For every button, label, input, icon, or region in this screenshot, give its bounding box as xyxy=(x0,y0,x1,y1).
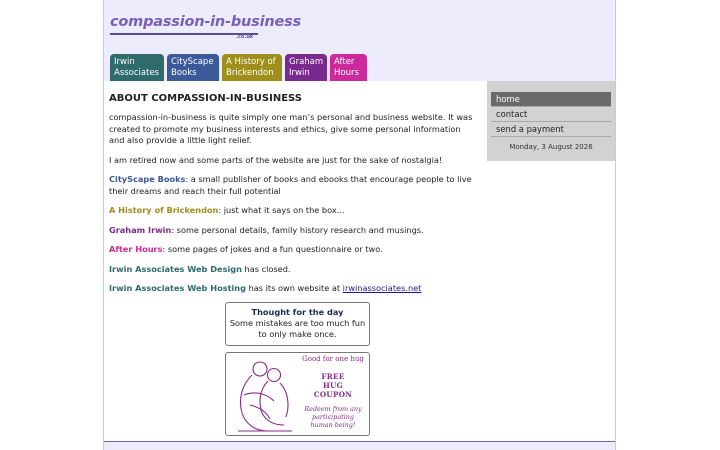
cityscape-link[interactable]: CityScape Books xyxy=(109,174,186,184)
page-container xyxy=(103,0,616,450)
webdesign-paragraph xyxy=(109,264,474,276)
current-date: Monday, 3 August 2026 xyxy=(509,143,593,151)
hugging-figures-icon xyxy=(230,355,300,435)
sidebar-item-send-a-payment[interactable]: send a payment xyxy=(491,122,611,137)
webdesign-link[interactable]: Irwin Associates Web Design xyxy=(109,263,242,274)
logo-domain: .co.uk xyxy=(236,34,254,40)
hug-coupon-image xyxy=(225,352,370,436)
afterhours-text: : some pages of jokes and a fun questionnaire or two. xyxy=(162,244,383,254)
history-paragraph xyxy=(109,205,474,217)
main-content xyxy=(109,93,474,429)
coupon-hug-text: HUG xyxy=(322,381,344,390)
thought-title: Thought for the day xyxy=(251,307,344,317)
cityscape-paragraph xyxy=(109,174,474,197)
tab-cityscape-books[interactable]: CityScape Books xyxy=(167,54,219,81)
cityscape-text: : a small publisher of books and ebooks that encourage people to live their dreams and reach their full potential xyxy=(109,174,472,196)
tab-irwin-associates[interactable]: Irwin Associates xyxy=(110,54,164,81)
intro-paragraph: compassion-in-business is quite simply one man’s personal and business website. It was created to promote my business interests and ethics, give some personal information and also provide a little light relief. xyxy=(109,112,473,145)
tab-history-of-brickendon[interactable]: A History of Brickendon xyxy=(222,54,282,81)
sidebar-item-home[interactable]: home xyxy=(491,92,611,107)
history-link[interactable]: A History of Brickendon xyxy=(109,205,219,215)
retired-paragraph: I am retired now and some parts of the website are just for the sake of nostalgia! xyxy=(109,154,443,165)
graham-text: : some personal details, family history research and musings. xyxy=(171,224,424,235)
site-logo[interactable] xyxy=(110,14,301,40)
tab-after-hours[interactable]: After Hours xyxy=(330,54,367,81)
history-text: : just what it says on the box... xyxy=(218,205,345,215)
page-title: ABOUT COMPASSION-IN-BUSINESS xyxy=(109,93,302,104)
afterhours-paragraph xyxy=(109,244,474,256)
coupon-top-text: Good for one hug xyxy=(302,355,364,363)
sidebar xyxy=(487,81,615,161)
coupon-bottom-text: Redeem from any participating human being! xyxy=(304,405,362,429)
coupon-free-text: FREE xyxy=(321,372,345,381)
coupon-label-text: COUPON xyxy=(313,390,353,399)
webdesign-text: has closed. xyxy=(241,263,291,274)
site-footer xyxy=(104,442,615,450)
webhosting-paragraph xyxy=(109,283,474,295)
irwinassociates-net-link[interactable]: irwinassociates.net xyxy=(342,283,422,293)
webhosting-link[interactable]: Irwin Associates Web Hosting xyxy=(109,283,246,293)
graham-link[interactable]: Graham Irwin xyxy=(109,224,172,235)
sidebar-item-contact[interactable]: contact xyxy=(491,107,611,122)
thought-for-the-day-box xyxy=(225,302,370,346)
coupon-text xyxy=(300,355,366,429)
sidebar-menu xyxy=(491,92,611,137)
tab-graham-irwin[interactable]: Graham Irwin xyxy=(285,54,327,81)
site-header xyxy=(104,0,615,81)
logo-text: compassion-in-business xyxy=(110,14,301,30)
webhosting-text: has its own website at xyxy=(245,283,343,293)
graham-paragraph xyxy=(109,225,474,237)
thought-body: Some mistakes are too much fun to only make once. xyxy=(229,318,366,339)
afterhours-link[interactable]: After Hours xyxy=(109,244,163,254)
